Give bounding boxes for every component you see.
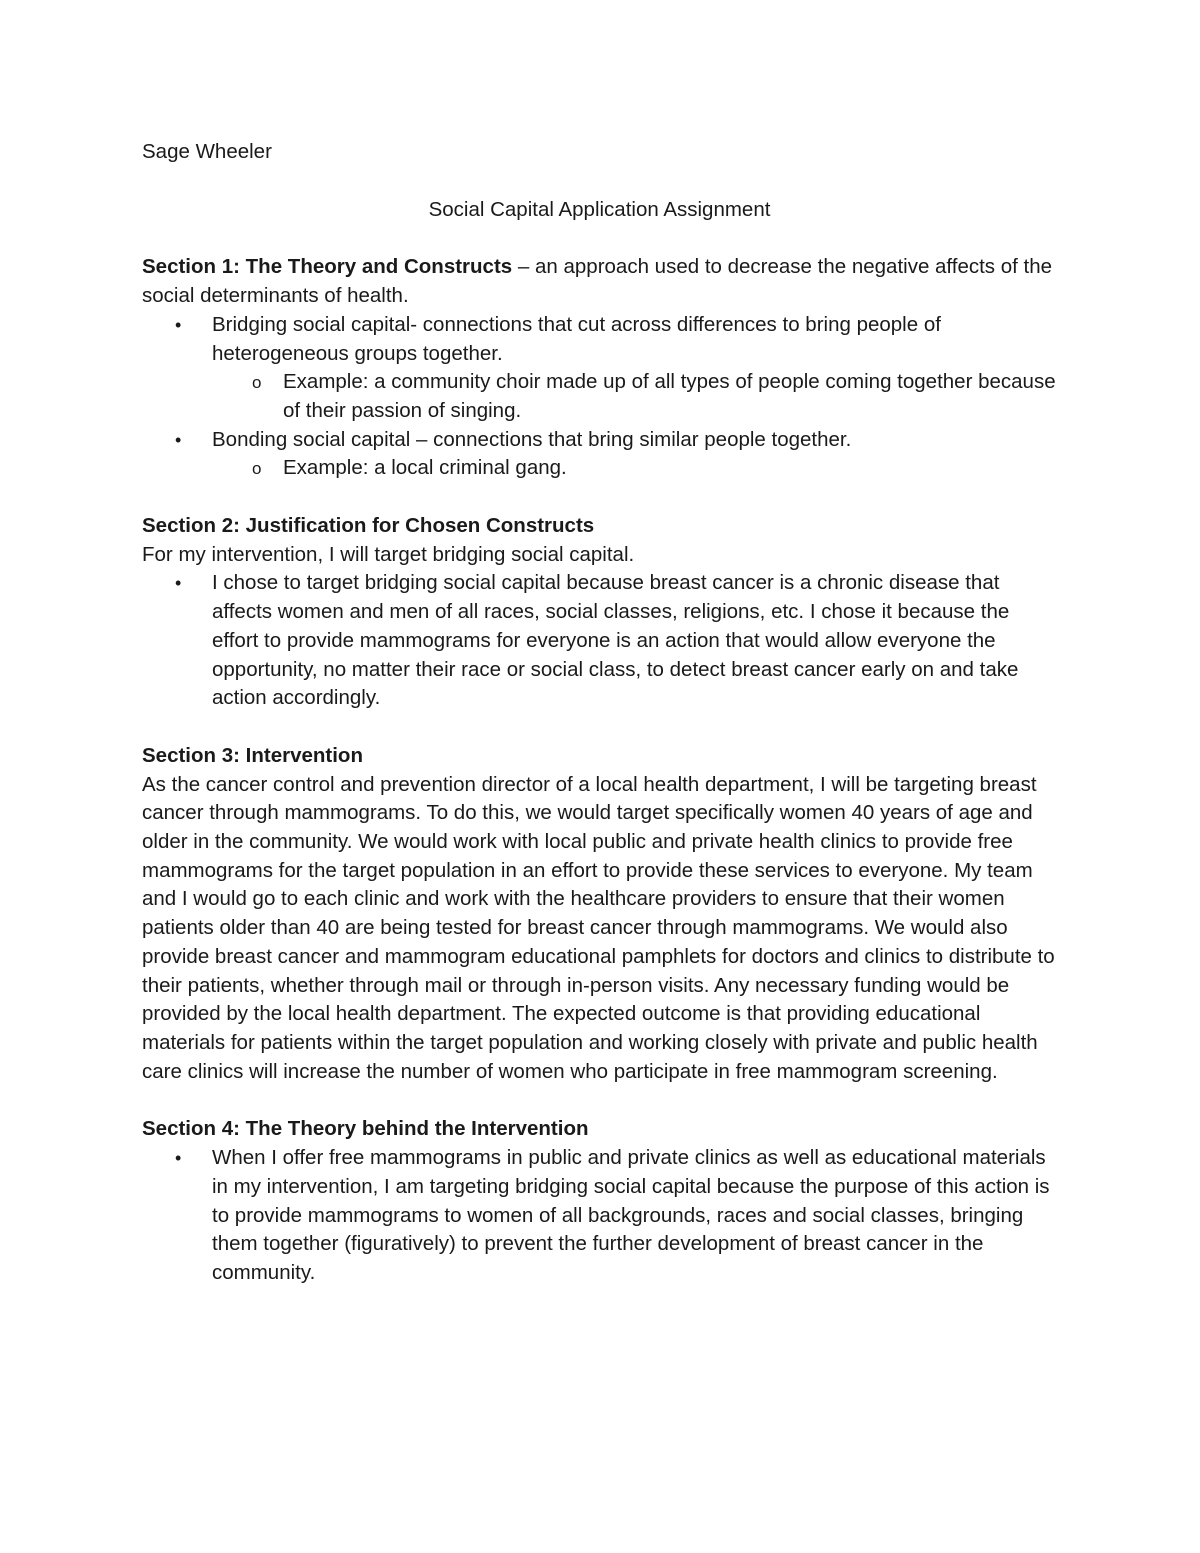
sub-list-item-text: Example: a community choir made up of all types of people coming together because of their passion of singing. [283,370,1056,422]
section-2-heading: Section 2: Justification for Chosen Constructs [142,514,595,538]
section-3-body: As the cancer control and prevention director of a local health department, I will be targeting breast cancer through mammograms. To do this, we would target specifically women 40 years of age and older in the community. We would work with local public and private health clinics to provide free mammograms for the target population in an effort to provide these services to everyone. My team and I would go to each clinic and work with the healthcare providers to ensure that their women patients older than 40 are being tested for breast cancer through mammograms. We would also provide breast cancer and mammogram educational pamphlets for doctors and clinics to distribute to their patients, whether through mail or through in-person visits. Any necessary funding would be provided by the local health department. The expected outcome is that providing educational materials for patients within the target population and working closely with private and public health care clinics will increase the number of women who participate in free mammogram screening. [142,772,1055,1083]
sub-list-item-text: Example: a local criminal gang. [283,456,567,480]
section-3 [142,742,1057,1086]
sub-bullet-icon: o [252,459,262,479]
sub-bullet-icon: o [252,373,262,393]
sub-list [212,368,1057,425]
document-page [142,138,1057,1317]
section-1-bullet-list [142,311,1057,483]
section-1 [142,253,1057,483]
section-4-heading: Section 4: The Theory behind the Intervention [142,1117,589,1141]
section-2-bullet-list [142,569,1057,713]
list-item-text: When I offer free mammograms in public and private clinics as well as educational materials in my intervention, I am targeting bridging social capital because the purpose of this action is to provide mammograms to women of all backgrounds, races and social classes, bringing them together (figuratively) to prevent the further development of breast cancer in the community. [212,1146,1050,1284]
list-item-text: Bridging social capital- connections that cut across differences to bring people of heterogeneous groups together. [212,312,941,365]
section-1-intro: – an approach used to decrease the negative affects of the social determinants of health. [142,255,1053,308]
list-item-text: I chose to target bridging social capital because breast cancer is a chronic disease that affects women and men of all races, social classes, religions, etc. I chose it because the effort to provide mammograms for everyone is an action that would allow everyone the opportunity, no matter their race or social class, to detect breast cancer early on and take action accordingly. [212,571,1019,710]
bullet-icon: • [175,1148,182,1169]
sub-list [212,454,1057,483]
section-2-intro: For my intervention, I will target bridging social capital. [142,542,635,566]
author-name: Sage Wheeler [142,140,272,163]
bullet-icon: • [175,429,182,450]
list-item [142,311,1057,426]
document-title: Social Capital Application Assignment [428,197,771,221]
list-item [142,1144,1057,1288]
sub-list-item [212,368,1057,425]
bullet-icon: • [175,573,182,594]
section-4 [142,1115,1057,1287]
bullet-icon: • [175,314,182,335]
sub-list-item [212,454,1057,483]
section-4-bullet-list [142,1144,1057,1288]
list-item-text: Bonding social capital – connections that bring similar people together. [212,427,852,451]
section-3-heading: Section 3: Intervention [142,743,363,767]
list-item [142,426,1057,483]
list-item [142,569,1057,713]
section-1-heading: Section 1: The Theory and Constructs [142,255,513,279]
section-1-intro-paragraph [142,253,1057,310]
section-2 [142,512,1057,713]
